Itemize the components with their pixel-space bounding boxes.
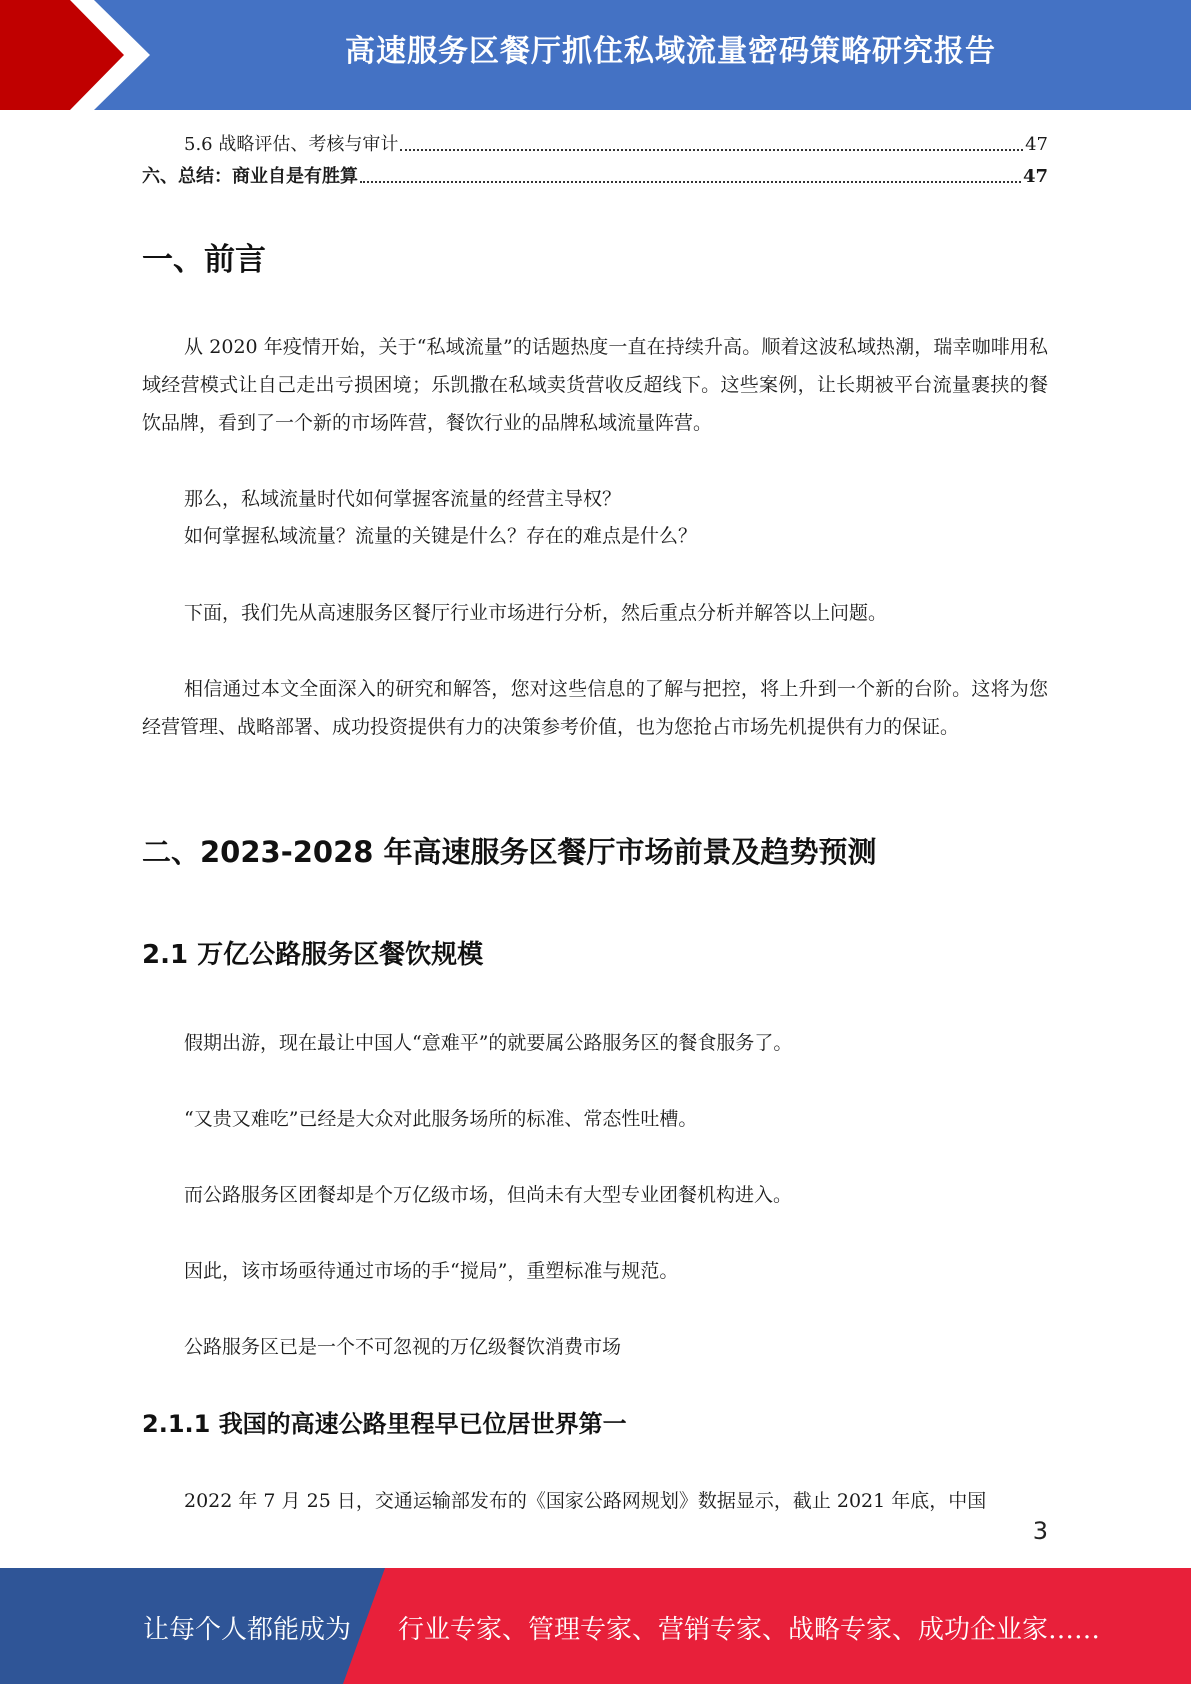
subsection-line: 公路服务区已是一个不可忽视的万亿级餐饮消费市场 bbox=[184, 1336, 622, 1358]
header-banner bbox=[0, 0, 1191, 110]
footer-slogan-right: 行业专家、管理专家、营销专家、战略专家、成功企业家…… bbox=[398, 1615, 1101, 1645]
subsection-line: 假期出游，现在最让中国人“意难平”的就要属公路服务区的餐食服务了。 bbox=[184, 1032, 793, 1054]
preface-paragraph-2: 下面，我们先从高速服务区餐厅行业市场进行分析，然后重点分析并解答以上问题。 bbox=[184, 602, 888, 624]
header-arrow-decoration bbox=[0, 0, 160, 110]
toc-entry-label: 六、总结：商业自是有胜算 bbox=[142, 166, 358, 187]
subsection-line: 因此，该市场亟待通过市场的手“搅局”，重塑标准与规范。 bbox=[184, 1260, 679, 1282]
toc-entry[interactable] bbox=[142, 130, 1048, 156]
toc-entry-page: 47 bbox=[1025, 134, 1048, 155]
toc-leader-dots bbox=[400, 135, 1023, 151]
toc-entry-page: 47 bbox=[1022, 166, 1048, 187]
toc-entry-label: 5.6 战略评估、考核与审计 bbox=[184, 134, 399, 155]
footer-banner bbox=[0, 1568, 1191, 1684]
subsection-heading-2-1-1: 2.1.1 我国的高速公路里程早已位居世界第一 bbox=[142, 1410, 627, 1438]
preface-paragraph-1: 从 2020 年疫情开始，关于“私域流量”的话题热度一直在持续升高。顺着这波私域热潮，瑞幸咖啡用私域经营模式让自己走出亏损困境；乐凯撒在私域卖货营收反超线下。这些案例，让长期被平台流量裹挟的餐饮品牌，看到了一个新的市场阵营，餐饮行业的品牌私域流量阵营。 bbox=[142, 336, 1048, 434]
toc-entry[interactable] bbox=[142, 162, 1048, 188]
preface-question-2: 如何掌握私域流量？流量的关键是什么？存在的难点是什么？ bbox=[184, 525, 698, 547]
footer-slogan-left: 让每个人都能成为 bbox=[143, 1615, 352, 1645]
subsection-line: 而公路服务区团餐却是个万亿级市场，但尚未有大型专业团餐机构进入。 bbox=[184, 1184, 793, 1206]
section-heading-preface: 一、前言 bbox=[142, 242, 266, 278]
preface-paragraph-3: 相信通过本文全面深入的研究和解答，您对这些信息的了解与把控，将上升到一个新的台阶。这将为您经营管理、战略部署、成功投资提供有力的决策参考价值，也为您抢占市场先机提供有力的保证。 bbox=[142, 678, 1048, 738]
section-heading-forecast: 二、2023-2028 年高速服务区餐厅市场前景及趋势预测 bbox=[142, 835, 877, 869]
report-title: 高速服务区餐厅抓住私域流量密码策略研究报告 bbox=[345, 34, 996, 69]
subsection-line: “又贵又难吃”已经是大众对此服务场所的标准、常态性吐槽。 bbox=[184, 1108, 698, 1130]
preface-question-1: 那么，私域流量时代如何掌握客流量的经营主导权？ bbox=[184, 488, 622, 510]
subsection-line: 2022 年 7 月 25 日，交通运输部发布的《国家公路网规划》数据显示，截止 2021 年底，中国 bbox=[184, 1490, 987, 1512]
toc-leader-dots bbox=[360, 167, 1021, 183]
page-number: 3 bbox=[1032, 1517, 1048, 1545]
subsection-heading-2-1: 2.1 万亿公路服务区餐饮规模 bbox=[142, 940, 484, 970]
